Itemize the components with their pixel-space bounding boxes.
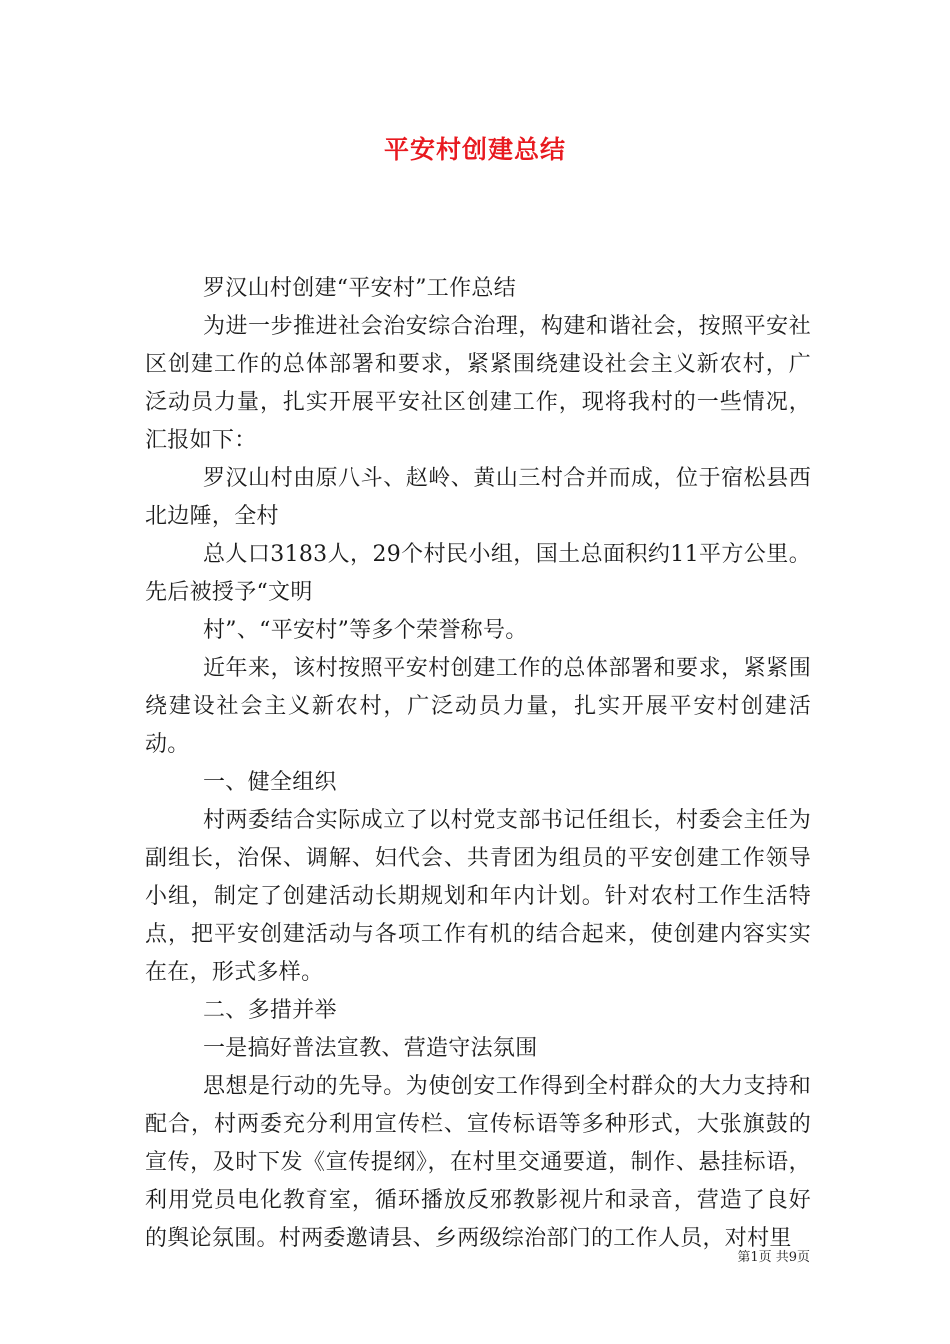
document-title: 平安村创建总结 <box>383 135 566 164</box>
paragraph-organization: 村两委结合实际成立了以村党支部书记任组长，村委会主任为副组长，治保、调解、妇代会、共青团为组员的平安创建工作领导小组，制定了创建活动长期规划和年内计划。针对农村工作生活特点，把平安创建活动与各项工作有机的结合起来，使创建内容实实在在，形式多样。 <box>145 808 811 985</box>
paragraph-population: 总人口3183人，29个村民小组，国土总面积约11平方公里。先后被授予“文明 <box>145 542 811 605</box>
paragraph-intro: 为进一步推进社会治安综合治理，构建和谐社会，按照平安社区创建工作的总体部署和要求，紧紧围绕建设社会主义新农村，广泛动员力量，扎实开展平安社区创建工作，现将我村的一些情况，汇报如下： <box>145 314 811 453</box>
subsection-heading-1: 一是搞好普法宣教、营造守法氛围 <box>203 1036 538 1061</box>
document-body <box>145 270 811 1258</box>
section-heading-1: 一、健全组织 <box>203 770 337 795</box>
paragraph-honors: 村”、“平安村”等多个荣誉称号。 <box>203 618 528 643</box>
section-heading-2: 二、多措并举 <box>203 998 337 1023</box>
paragraph-recent-years: 近年来，该村按照平安村创建工作的总体部署和要求，紧紧围绕建设社会主义新农村，广泛动员力量，扎实开展平安村创建活动。 <box>145 656 811 757</box>
paragraph-publicity: 思想是行动的先导。为使创安工作得到全村群众的大力支持和配合，村两委充分利用宣传栏、宣传标语等多种形式，大张旗鼓的宣传，及时下发《宣传提纲》，在村里交通要道，制作、悬挂标语，利用党员电化教育室，循环播放反邪教影视片和录音，营造了良好的舆论氛围。村两委邀请县、乡两级综治部门的工作人员，对村里 <box>145 1074 811 1251</box>
paragraph-location: 罗汉山村由原八斗、赵岭、黄山三村合并而成，位于宿松县西北边陲，全村 <box>145 466 811 529</box>
paragraph-subtitle: 罗汉山村创建“平安村”工作总结 <box>203 276 516 301</box>
page-number: 第1页 共9页 <box>737 1250 810 1265</box>
